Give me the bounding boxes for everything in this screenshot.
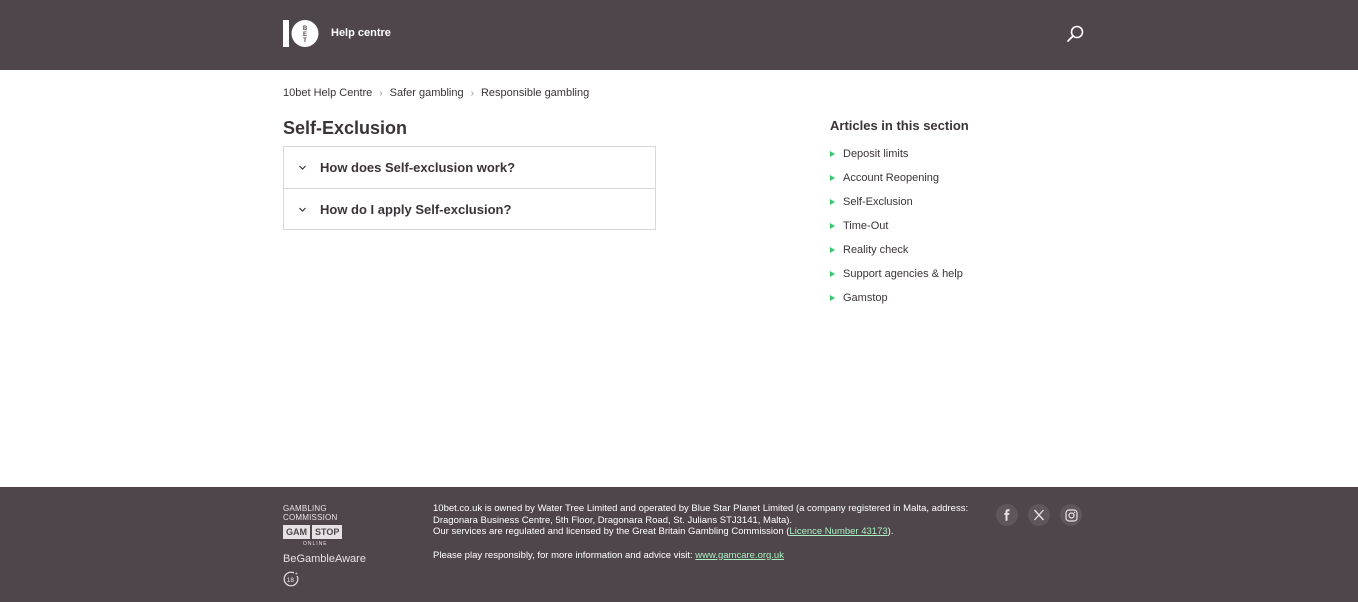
list-item [830,142,1090,166]
help-centre-label[interactable]: Help centre [331,27,391,39]
list-item [830,190,1090,214]
breadcrumb [283,87,589,99]
accordion-label: How do I apply Self-exclusion? [320,201,512,217]
svg-text:18: 18 [286,576,295,584]
article-list [830,142,1090,310]
chevron-down-icon [298,205,307,214]
bullet-icon [830,247,835,253]
svg-text:T: T [303,38,307,44]
gc-line-1: GAMBLING [283,504,327,513]
accordion-item-how-it-works[interactable] [284,147,655,188]
bullet-icon [830,151,835,157]
list-item [830,262,1090,286]
facebook-button[interactable] [996,504,1018,526]
bullet-icon [830,223,835,229]
10bet-logo-icon[interactable] [283,19,319,48]
accordion-label: How does Self-exclusion work? [320,160,516,175]
x-button[interactable] [1028,504,1050,526]
search-icon[interactable] [1064,23,1086,45]
legal-paragraph [433,503,973,538]
bullet-icon [830,295,835,301]
article-link-support-agencies[interactable]: Support agencies & help [843,268,963,280]
play-responsibly-text: Please play responsibly, for more information and advice visit: [433,549,696,561]
gamstop-stop: STOP [312,525,342,539]
bullet-icon [830,271,835,277]
legal-regulation-suffix: ). [887,526,894,537]
site-footer [0,487,1358,602]
gamstop-gam: GAM [283,525,310,539]
legal-ownership: 10bet.co.uk is owned by Water Tree Limited and operated by Blue Star Planet Limited (a company registered in Malta, address: Dragonara Business Centre, 5th Floor, Dragonara Road, St. Julians STJ3141, Malta). [433,503,969,526]
legal-text [433,503,973,561]
gc-line-2: COMMISSION [283,513,338,522]
bullet-icon [830,175,835,181]
gamstop-online: ONLINE [303,541,328,547]
x-icon [1033,509,1045,521]
list-item [830,286,1090,310]
sidebar-title: Articles in this section [830,118,969,133]
legal-regulation-prefix: Our services are regulated and licensed by the Great Britain Gambling Commission ( [433,526,790,537]
instagram-button[interactable] [1060,504,1082,526]
svg-text:E: E [302,32,308,38]
article-link-self-exclusion[interactable]: Self-Exclusion [843,196,913,208]
article-link-time-out[interactable]: Time-Out [843,220,889,232]
list-item [830,238,1090,262]
list-item [830,214,1090,238]
article-link-reality-check[interactable]: Reality check [843,244,909,256]
breadcrumb-home[interactable]: 10bet Help Centre [283,87,373,99]
article-link-gamstop[interactable]: Gamstop [843,292,888,304]
breadcrumb-separator-icon: › [470,87,474,99]
licence-link[interactable]: Licence Number 43173 [789,526,888,537]
begambleaware-logo[interactable]: BeGambleAware [283,553,366,565]
chevron-down-icon [298,163,307,172]
breadcrumb-responsible-gambling[interactable]: Responsible gambling [480,87,590,99]
accordion-item-how-to-apply[interactable] [284,188,655,229]
site-header [0,0,1358,70]
article-link-account-reopening[interactable]: Account Reopening [843,172,940,184]
articles-sidebar [830,118,1090,310]
bullet-icon [830,199,835,205]
gamstop-logo[interactable] [283,525,342,539]
page-title: Self-Exclusion [283,118,408,138]
instagram-icon [1065,509,1078,522]
list-item [830,166,1090,190]
article-link-deposit-limits[interactable]: Deposit limits [843,148,909,160]
breadcrumb-safer-gambling[interactable]: Safer gambling [389,87,464,99]
faq-accordion [283,146,656,230]
svg-text:+: + [294,571,298,578]
gamcare-link[interactable]: www.gamcare.org.uk [695,549,784,561]
svg-text:B: B [302,26,308,32]
play-responsibly [433,550,973,562]
gambling-commission-logo[interactable] [283,504,337,522]
facebook-icon [1001,509,1013,521]
breadcrumb-separator-icon: › [379,87,383,99]
age-18-plus-icon [283,571,299,587]
